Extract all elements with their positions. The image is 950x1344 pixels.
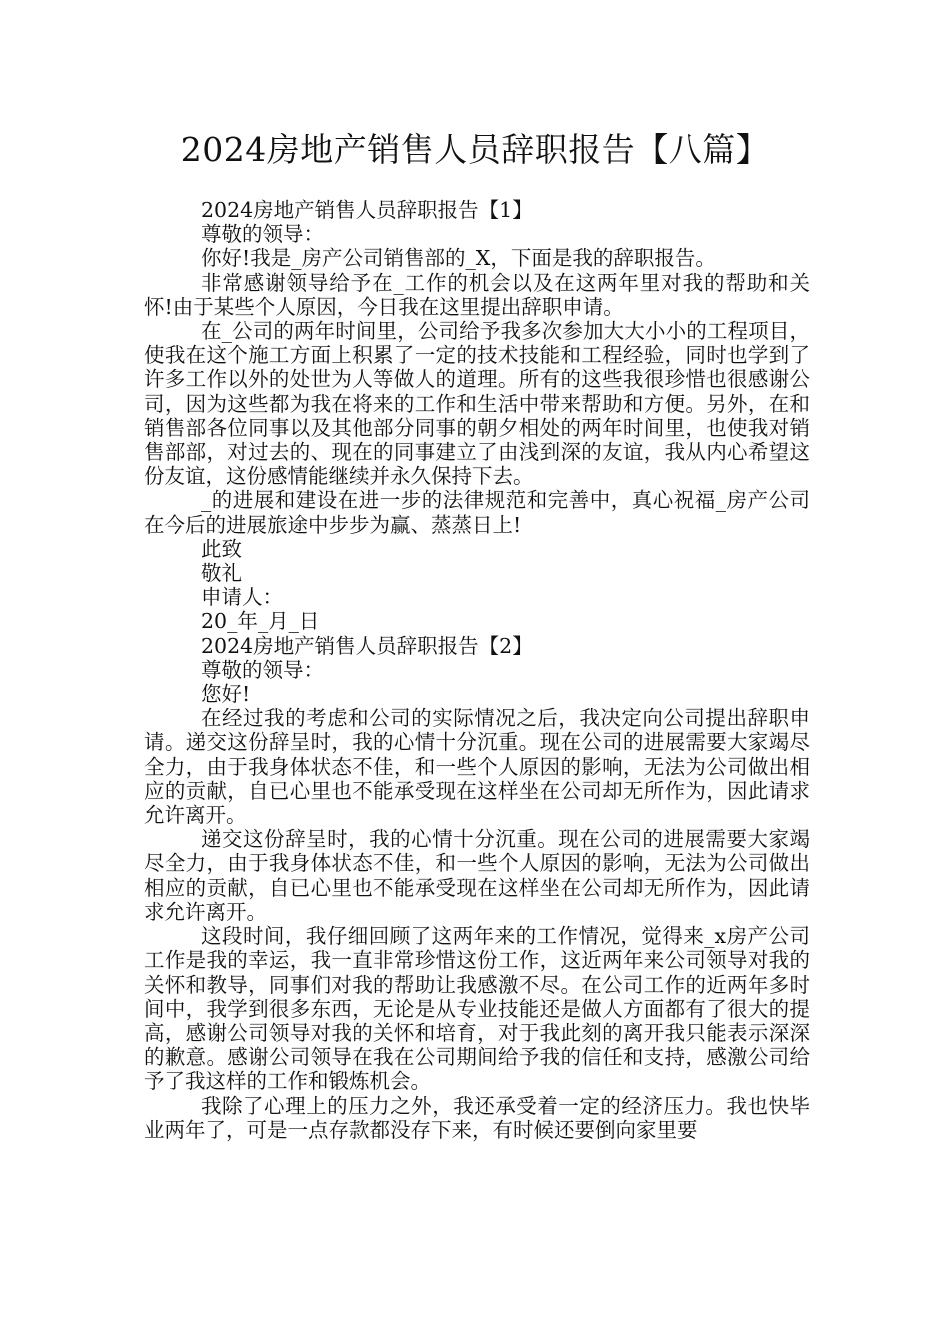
closing-line: 敬礼 xyxy=(201,561,242,586)
paragraph: 你好!我是_房产公司销售部的_X，下面是我的辞职报告。 xyxy=(201,246,716,271)
document-body xyxy=(144,198,810,1142)
section-heading: 2024房地产销售人员辞职报告【2】 xyxy=(201,633,533,658)
paragraph: 递交这份辞呈时，我的心情十分沉重。现在公司的进展需要大家竭尽全力，由于我身体状态不佳，和一些个人原因的影响，无法为公司做出相应的贡献，自已心里也不能承受现在这样坐在公司却无所作为，因此请求允许离开。 xyxy=(144,827,810,924)
salutation: 尊敬的领导： xyxy=(201,657,324,682)
date-line: 20_年_月_日 xyxy=(201,609,320,634)
section-heading: 2024房地产销售人员辞职报告【1】 xyxy=(201,198,533,222)
paragraph: 在经过我的考虑和公司的实际情况之后，我决定向公司提出辞职申请。递交这份辞呈时，我的心情十分沉重。现在公司的进展需要大家竭尽全力，由于我身体状态不佳，和一些个人原因的影响，无法为公司做出相应的贡献，自已心里也不能承受现在这样坐在公司却无所作为，因此请求允许离开。 xyxy=(144,706,810,828)
document-title: 2024房地产销售人员辞职报告【八篇】 xyxy=(180,130,770,169)
paragraph: 在_公司的两年时间里，公司给予我多次参加大大小小的工程项目，使我在这个施工方面上积累了一定的技术技能和工程经验，同时也学到了许多工作以外的处世为人等做人的道理。所有的这些我很珍惜也很感谢公司，因为这些都为我在将来的工作和生活中带来帮助和方便。另外，在和销售部各位同事以及其他部分同事的朝夕相处的两年时间里，也使我对销售部部，对过去的、现在的同事建立了由浅到深的友谊，我从内心希望这份友谊，这份感情能继续并永久保持下去。 xyxy=(144,319,810,489)
paragraph: 这段时间，我仔细回顾了这两年来的工作情况，觉得来_x房产公司工作是我的幸运，我一直非常珍惜这份工作，这近两年来公司领导对我的关怀和教导，同事们对我的帮助让我感激不尽。在公司工作的近两年多时间中，我学到很多东西，无论是从专业技能还是做人方面都有了很大的提高，感谢公司领导对我的关怀和培育，对于我此刻的离开我只能表示深深的歉意。感谢公司领导在我在公司期间给予我的信任和支持，感激公司给予了我这样的工作和锻炼机会。 xyxy=(144,924,810,1094)
closing-line: 此致 xyxy=(201,536,242,561)
signature-line: 申请人： xyxy=(201,585,283,610)
paragraph: 非常感谢领导给予在_工作的机会以及在这两年里对我的帮助和关怀!由于某些个人原因，今日我在这里提出辞职申请。 xyxy=(144,270,810,319)
paragraph: _的进展和建设在进一步的法律规范和完善中，真心祝福_房产公司在今后的进展旅途中步步为赢、蒸蒸日上! xyxy=(144,488,810,537)
paragraph: 我除了心理上的压力之外，我还承受着一定的经济压力。我也快毕业两年了，可是一点存款都没存下来，有时候还要倒向家里要 xyxy=(144,1093,810,1142)
salutation: 尊敬的领导： xyxy=(201,222,324,247)
greeting: 您好! xyxy=(201,682,251,707)
